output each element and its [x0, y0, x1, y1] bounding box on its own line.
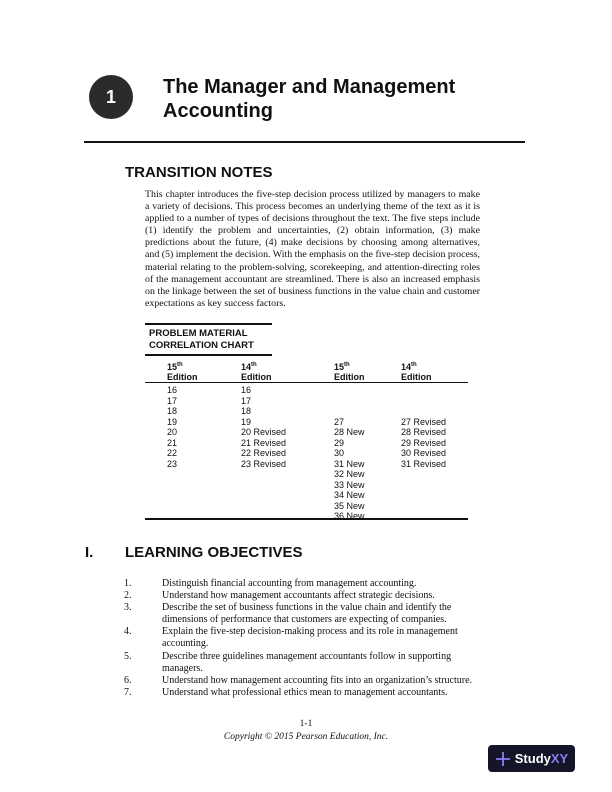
- correlation-table: [145, 360, 468, 520]
- table-cell: 35 New: [334, 500, 365, 511]
- table-row: [145, 511, 468, 522]
- table-cell: 19: [241, 416, 252, 427]
- objective-item: [124, 687, 494, 699]
- objectives-list: [124, 578, 494, 699]
- page-number: 1-1: [299, 719, 313, 729]
- table-body: [145, 383, 468, 520]
- logo-xy: XY: [550, 751, 569, 766]
- table-cell: 33 New: [334, 479, 365, 490]
- objective-number: 5.: [124, 650, 132, 662]
- table-cell: 18: [241, 406, 252, 416]
- learning-objectives-heading: LEARNING OBJECTIVES: [125, 544, 303, 561]
- ordinal-suffix: th: [411, 362, 417, 368]
- table-cell: 16: [167, 385, 178, 395]
- edition-label: Edition: [241, 372, 272, 382]
- table-row: [145, 406, 468, 417]
- table-row: [145, 417, 468, 428]
- table-cell: 22: [167, 448, 178, 458]
- objective-text: Explain the five-step decision-making process and its role in management accounting.: [162, 626, 458, 650]
- edition-number: 15: [167, 362, 178, 372]
- objective-number: 4.: [124, 626, 132, 638]
- table-row: [145, 427, 468, 438]
- table-cell: 17: [167, 395, 178, 406]
- objective-number: 3.: [124, 602, 132, 614]
- studyxy-logo[interactable]: [488, 745, 575, 772]
- section-numeral: I.: [85, 544, 94, 561]
- table-cell: 23 Revised: [241, 458, 287, 469]
- table-row: [145, 501, 468, 512]
- chapter-title: The Manager and Management Accounting: [163, 76, 456, 122]
- table-cell: 21: [167, 437, 178, 448]
- table-cell: 36 New: [334, 511, 365, 521]
- edition-label: Edition: [401, 372, 432, 382]
- table-cell: 20: [167, 427, 178, 437]
- table-cell: 31 New: [334, 458, 365, 469]
- chapter-number-badge: 1: [89, 75, 133, 119]
- objective-item: [124, 602, 494, 626]
- table-cell: 16: [241, 385, 252, 395]
- plus-icon: [495, 751, 511, 767]
- table-cell: 23: [167, 458, 178, 469]
- table-cell: 34 New: [334, 490, 365, 500]
- table-cell: 32 New: [334, 469, 365, 479]
- table-cell: 28 Revised: [401, 427, 447, 437]
- edition-number: 14: [401, 362, 412, 372]
- objective-text: Distinguish financial accounting from management accounting.: [162, 578, 417, 589]
- column-header: [167, 360, 198, 382]
- objective-number: 6.: [124, 674, 132, 686]
- table-cell: 21 Revised: [241, 437, 287, 448]
- objective-number: 2.: [124, 590, 132, 602]
- table-row: [145, 438, 468, 449]
- edition-label: Edition: [334, 372, 365, 382]
- table-row: [145, 469, 468, 480]
- table-cell: 19: [167, 416, 178, 427]
- table-cell: 30: [334, 448, 345, 458]
- table-cell: 27 Revised: [401, 416, 447, 427]
- objective-text: Describe the set of business functions in the value chain and identify the dimensions of performance that customers are expecting of companies.: [162, 602, 452, 626]
- column-header: [334, 360, 365, 382]
- table-row: [145, 448, 468, 459]
- edition-label: Edition: [167, 372, 198, 382]
- objective-text: Describe three guidelines management accountants follow in supporting managers.: [162, 650, 452, 674]
- objective-item: [124, 626, 494, 650]
- table-row: [145, 396, 468, 407]
- table-header: [145, 360, 468, 383]
- objective-text: Understand how management accounting fits into an organization’s structure.: [162, 674, 473, 686]
- objective-number: 1.: [124, 578, 132, 589]
- transition-notes-heading: TRANSITION NOTES: [125, 164, 273, 181]
- edition-number: 14: [241, 362, 252, 372]
- objective-item: [124, 675, 494, 687]
- ordinal-suffix: th: [344, 362, 350, 368]
- chart-title-line: CORRELATION CHART: [149, 340, 254, 351]
- chart-title-line: PROBLEM MATERIAL: [149, 328, 248, 339]
- table-row: [145, 480, 468, 491]
- table-cell: 28 New: [334, 427, 365, 437]
- table-cell: 27: [334, 416, 345, 427]
- ordinal-suffix: th: [177, 362, 183, 368]
- objective-text: Understand how management accountants affect strategic decisions.: [162, 590, 435, 602]
- objective-item: [124, 590, 494, 602]
- table-cell: 31 Revised: [401, 458, 447, 469]
- objective-item: [124, 578, 494, 590]
- logo-study: Study: [514, 751, 551, 766]
- column-header: [401, 360, 432, 382]
- table-row: [145, 459, 468, 470]
- objective-number: 7.: [124, 686, 132, 698]
- table-row: [145, 385, 468, 396]
- edition-number: 15: [334, 362, 345, 372]
- title-divider: [84, 141, 525, 143]
- transition-notes-text: This chapter introduces the five-step decision process utilized by managers to make a variety of decisions. This process becomes an underlying theme of the text as it is applied to a number of types of decisions throughout the text. The five steps include (1) identify the problem and uncertainties, (2) obtain information, (3) make predictions about the future, (4) make decisions by choosing among alternatives, and (5) implement the decision. With the emphasis on the five-step decision process, material relating to the problem-solving, scorekeeping, and attention-directing roles of the management accountant are streamlined. There is also an increased emphasis on the linkage between the set of business functions in the value chain and customer expectations as key success factors.: [145, 189, 480, 309]
- ordinal-suffix: th: [251, 362, 257, 368]
- objective-text: Understand what professional ethics mean to management accountants.: [162, 686, 448, 698]
- table-cell: 29 Revised: [401, 437, 447, 448]
- table-cell: 30 Revised: [401, 448, 447, 458]
- correlation-chart-title: [145, 323, 272, 356]
- table-cell: 20 Revised: [241, 427, 287, 437]
- table-cell: 17: [241, 395, 252, 406]
- copyright: Copyright © 2015 Pearson Education, Inc.: [223, 732, 389, 742]
- table-row: [145, 490, 468, 501]
- column-header: [241, 360, 272, 382]
- table-cell: 22 Revised: [241, 448, 287, 458]
- table-cell: 18: [167, 406, 178, 416]
- objective-item: [124, 651, 494, 675]
- table-cell: 29: [334, 437, 345, 448]
